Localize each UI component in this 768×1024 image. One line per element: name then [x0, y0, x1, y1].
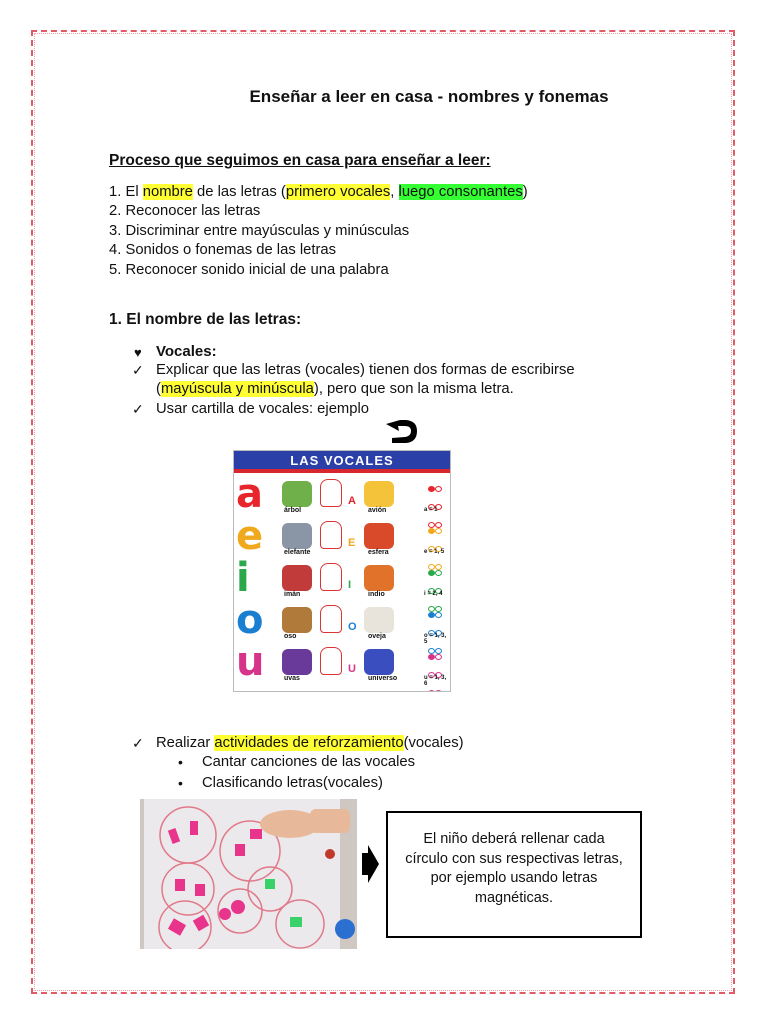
poster-picture [282, 607, 312, 633]
poster-word: árbol [284, 507, 302, 514]
check-item-1-line-2-end: ), pero que son la misma letra. [313, 381, 514, 397]
poster-code: o = 1, 3, 5 [424, 633, 447, 645]
bullet-icon: • [178, 754, 183, 770]
poster-capital: A [348, 495, 356, 507]
poster-word: indio [368, 591, 385, 598]
poster-picture [282, 565, 312, 591]
check-item-2: Usar cartilla de vocales: ejemplo [156, 401, 370, 417]
poster-code: u = 1, 3, 6 [424, 675, 447, 687]
poster-capital: O [348, 621, 357, 633]
paren-open: ( [156, 381, 161, 397]
process-subtitle: Proceso que seguimos en casa para enseñar a leer: [109, 152, 491, 169]
step-1-mid: de las letras ( [192, 184, 286, 200]
poster-word: avión [368, 507, 387, 514]
poster-capital: E [348, 537, 356, 549]
sign-hand-icon [320, 605, 342, 633]
poster-word: esfera [368, 549, 389, 556]
poster-header [234, 451, 450, 471]
poster-vowel: i [236, 555, 250, 601]
poster-capital: I [348, 579, 352, 591]
poster-picture [364, 523, 394, 549]
callout-text: El niño deberá rellenar cada círculo con sus respectivas letras, por ejemplo usando letras magnéticas. [405, 831, 623, 906]
poster-row [234, 555, 450, 603]
poster-code: i = 2, 4 [424, 591, 443, 597]
poster-picture [282, 481, 312, 507]
poster-picture [282, 523, 312, 549]
poster-word: oso [284, 633, 297, 640]
check-item-3-end: (vocales) [403, 735, 464, 751]
sign-hand-icon [320, 647, 342, 675]
step-3: 3. Discriminar entre mayúsculas y minúsculas [109, 222, 410, 239]
poster-vowel: o [236, 597, 264, 643]
poster-picture [364, 481, 394, 507]
poster-title: LAS VOCALES [290, 453, 394, 468]
activity-photo [140, 799, 357, 949]
bullet-item-1: Cantar canciones de las vocales [202, 754, 416, 770]
poster-code: e = 1, 5 [424, 549, 445, 555]
poster-capital: U [348, 663, 356, 675]
check-icon: ✓ [132, 735, 144, 751]
steps-list [109, 183, 528, 280]
heart-bullet-icon: ♥ [134, 345, 142, 360]
poster-picture [364, 649, 394, 675]
callout-box [386, 811, 642, 938]
highlight-nombre: nombre [142, 184, 193, 200]
curved-arrow-icon [384, 417, 420, 447]
sign-hand-icon [320, 563, 342, 591]
vocales-poster [233, 450, 451, 692]
sign-hand-icon [320, 521, 342, 549]
poster-vowel: u [236, 639, 265, 685]
poster-vowel: a [236, 471, 263, 517]
check-icon: ✓ [132, 362, 144, 378]
poster-word: imán [284, 591, 301, 598]
check-item-1-line-2 [156, 381, 514, 397]
poster-picture [364, 565, 394, 591]
bullet-item-2: Clasificando letras(vocales) [202, 775, 383, 791]
check-item-3 [156, 735, 464, 751]
poster-word: uvas [284, 675, 300, 682]
activity-photo-illustration [140, 799, 357, 949]
step-2: 2. Reconocer las letras [109, 203, 261, 220]
poster-row [234, 597, 450, 645]
check-item-3-prefix: Realizar [156, 735, 215, 751]
right-arrow-icon [360, 843, 380, 885]
vocales-label: Vocales: [156, 343, 217, 360]
poster-row [234, 471, 450, 519]
poster-code: a = 1 [424, 507, 438, 513]
highlight-primero-vocales: primero vocales [285, 184, 391, 200]
step-1-prefix: 1. El [109, 184, 143, 200]
step-5: 5. Reconocer sonido inicial de una palabra [109, 261, 389, 278]
highlight-mayuscula-minuscula: mayúscula y minúscula [160, 381, 314, 397]
poster-picture [364, 607, 394, 633]
highlight-actividades: actividades de reforzamiento [214, 735, 404, 751]
page-title: Enseñar a leer en casa - nombres y fonemas [249, 87, 609, 106]
poster-word: universo [368, 675, 398, 682]
step-4: 4. Sonidos o fonemas de las letras [109, 242, 337, 259]
poster-word: oveja [368, 633, 386, 640]
poster-picture [282, 649, 312, 675]
bullet-icon: • [178, 775, 183, 791]
poster-row [234, 513, 450, 561]
sign-hand-icon [320, 479, 342, 507]
poster-red-stripe [234, 469, 450, 473]
poster-vowel: e [236, 513, 264, 559]
step-1-comma: , [390, 184, 399, 200]
check-item-1-line-1: Explicar que las letras (vocales) tienen dos formas de escribirse [156, 362, 575, 378]
section-heading: 1. El nombre de las letras: [109, 311, 302, 328]
poster-word: elefante [284, 549, 311, 556]
check-icon: ✓ [132, 401, 144, 417]
highlight-luego-consonantes: luego consonantes [398, 184, 523, 200]
step-1-end: ) [522, 184, 528, 200]
step-1 [109, 183, 528, 202]
